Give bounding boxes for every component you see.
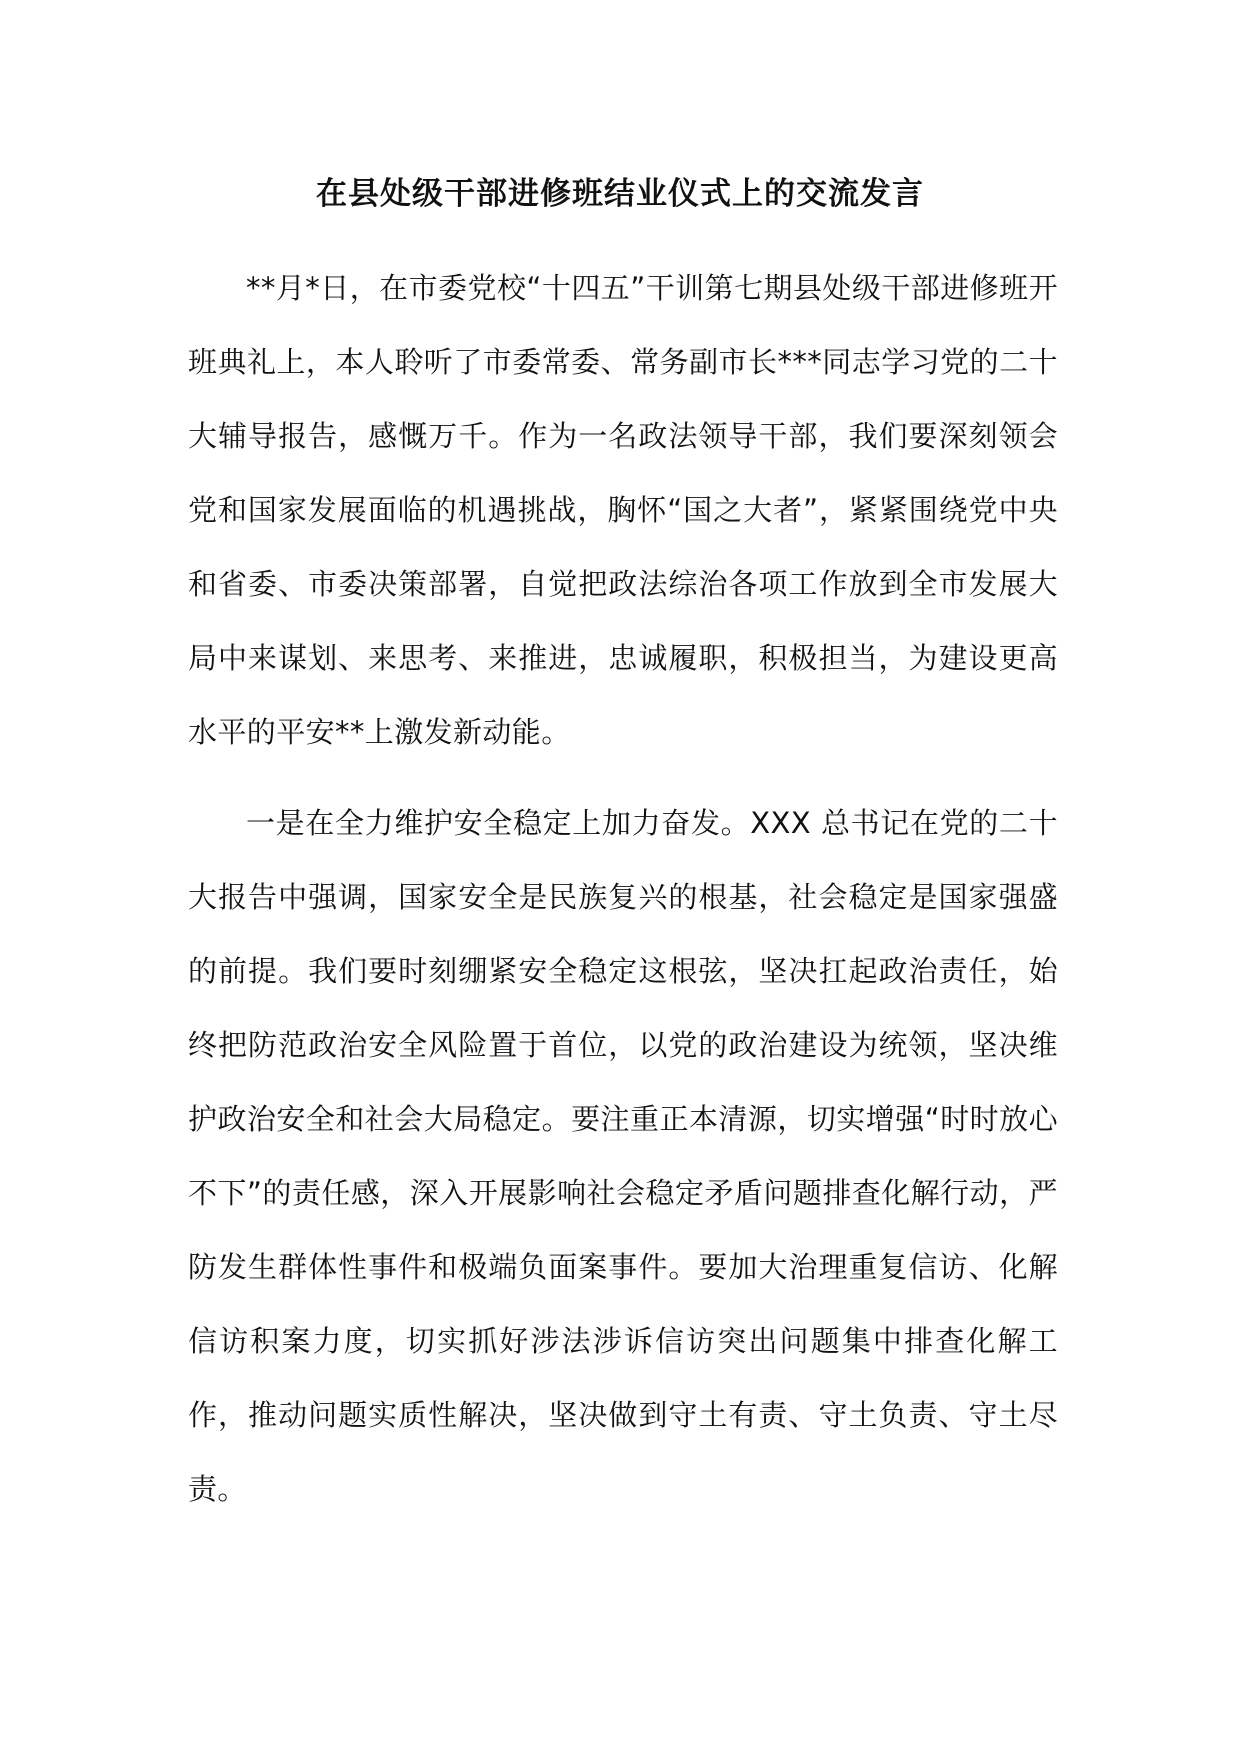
paragraph-point-one: 一是在全力维护安全稳定上加力奋发。XXX 总书记在党的二十大报告中强调，国家安全是民族复兴的根基，社会稳定是国家强盛的前提。我们要时刻绷紧安全稳定这根弦，坚决扛起政治责任，始终把防范政治安全风险置于首位，以党的政治建设为统领，坚决维护政治安全和社会大局稳定。要注重正本清源，切实增强“时时放心不下”的责任感，深入开展影响社会稳定矛盾问题排查化解行动，严防发生群体性事件和极端负面案事件。要加大治理重复信访、化解信访积案力度，切实抓好涉法涉诉信访突出问题集中排查化解工作，推动问题实质性解决，坚决做到守土有责、守土负责、守土尽责。 (188, 806, 1058, 1506)
document-title: 在县处级干部进修班结业仪式上的交流发言 (316, 176, 924, 212)
paragraph-intro: **月*日，在市委党校“十四五”干训第七期县处级干部进修班开班典礼上，本人聆听了市委常委、常务副市长***同志学习党的二十大辅导报告，感慨万千。作为一名政法领导干部，我们要深刻领会党和国家发展面临的机遇挑战，胸怀“国之大者”，紧紧围绕党中央和省委、市委决策部署，自觉把政法综治各项工作放到全市发展大局中来谋划、来思考、来推进，忠诚履职，积极担当，为建设更高水平的平安**上激发新动能。 (188, 271, 1058, 749)
